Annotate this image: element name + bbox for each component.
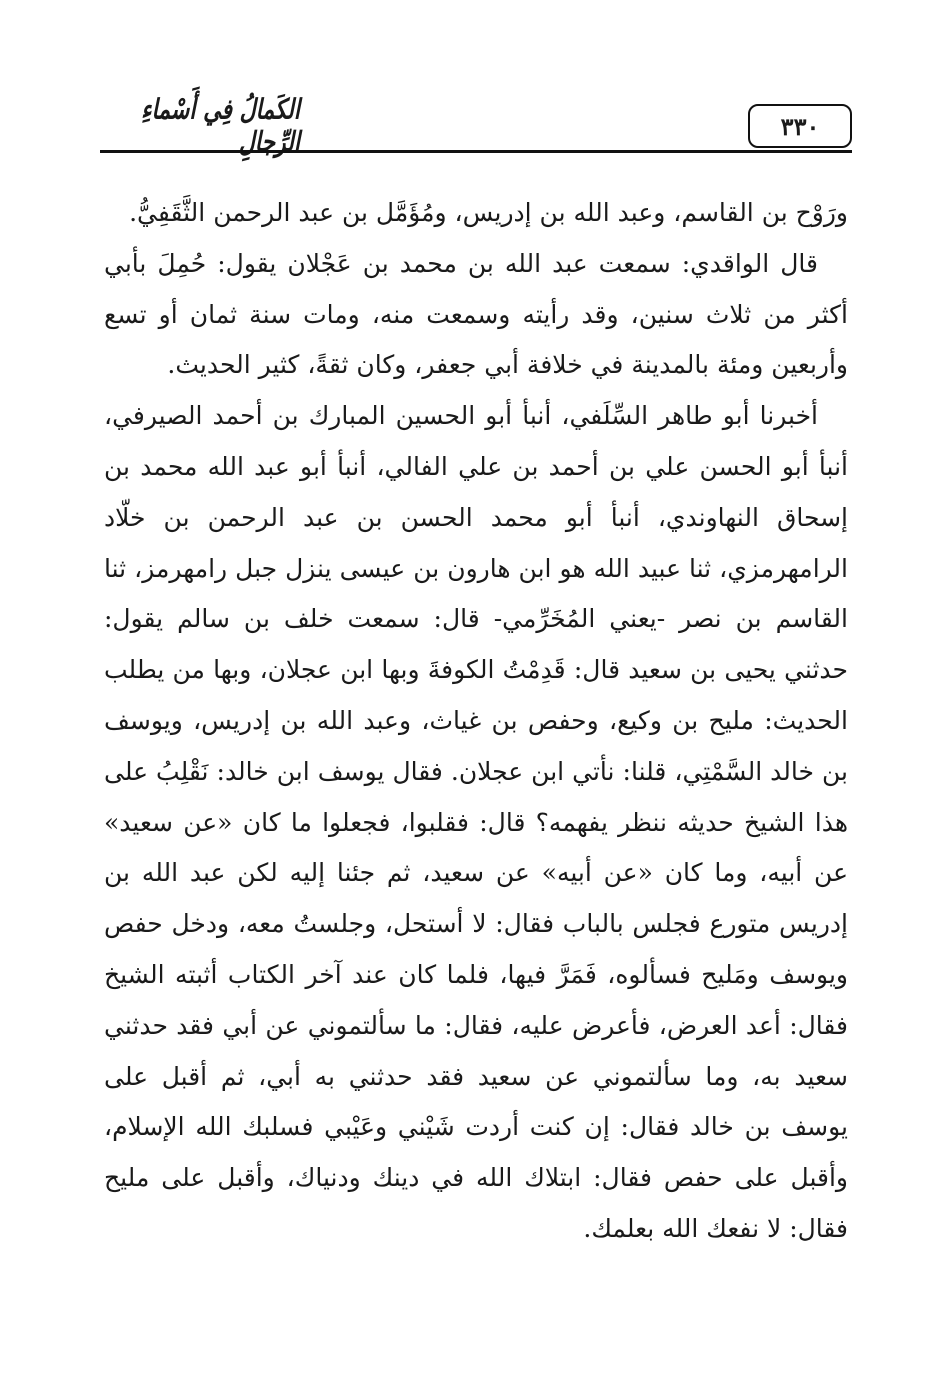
book-title-calligraphy: الكَمالُ فِي أَسْماءِ الرِّجالِ — [141, 93, 300, 159]
page-header — [100, 93, 852, 159]
main-text — [104, 188, 848, 1255]
paragraph-2: قال الواقدي: سمعت عبد الله بن محمد بن عَجْلان يقول: حُمِلَ بأبي أكثر من ثلاث سنين، وقد رأيته وسمعت منه، ومات سنة ثمان أو تسع وأربعين ومئة بالمدينة في خلافة أبي جعفر، وكان ثقةً، كثير الحديث. — [104, 248, 848, 380]
paragraph-1: ورَوْح بن القاسم، وعبد الله بن إدريس، ومُؤَمَّل بن عبد الرحمن الثَّقَفِيُّ. — [129, 198, 848, 227]
header-divider — [100, 150, 852, 153]
paragraph-3: أخبرنا أبو طاهر السِّلَفي، أنبأ أبو الحسين المبارك بن أحمد الصيرفي، أنبأ أبو الحسن علي بن أحمد بن علي الفالي، أنبأ أبو عبد الله محمد بن إسحاق النهاوندي، أنبأ أبو محمد الحسن بن عبد الرحمن بن خلّاد الرامهرمزي، ثنا عبيد الله هو ابن هارون بن عيسى ينزل جبل رامهرمز، ثنا القاسم بن نصر -يعني المُخَرِّمي- قال: سمعت خلف بن سالم يقول: حدثني يحيى بن سعيد قال: قَدِمْتُ الكوفةَ وبها ابن عجلان، وبها من يطلب الحديث: مليح بن وكيع، وحفص بن غياث، وعبد الله بن إدريس، ويوسف بن خالد السَّمْتِي، قلنا: نأتي ابن عجلان. فقال يوسف ابن خالد: نَقْلِبُ على هذا الشيخ حديثه ننظر يفهمه؟ قال: فقلبوا، فجعلوا ما كان «عن سعيد» عن أبيه، وما كان «عن أبيه» عن سعيد، ثم جئنا إليه لكن عبد الله بن إدريس متورع فجلس بالباب فقال: لا أستحل، وجلستُ معه، ودخل حفص ويوسف ومَليح فسألوه، فَمَرَّ فيها، فلما كان عند آخر الكتاب أثبته الشيخ فقال: أعد العرض، فأعرض عليه، فقال: ما سألتموني عن أبي فقد حدثني سعيد به، وما سألتموني عن سعيد فقد حدثني به أبي، ثم أقبل على يوسف بن خالد فقال: إن كنت أردت شَيْني وعَيْبي فسلبك الله الإسلام، وأقبل على حفص فقال: ابتلاك الله في دينك ودنياك، وأقبل على مليح فقال: لا نفعك الله بعلمك. — [104, 401, 848, 1243]
page-number: ٣٣٠ — [748, 104, 852, 148]
